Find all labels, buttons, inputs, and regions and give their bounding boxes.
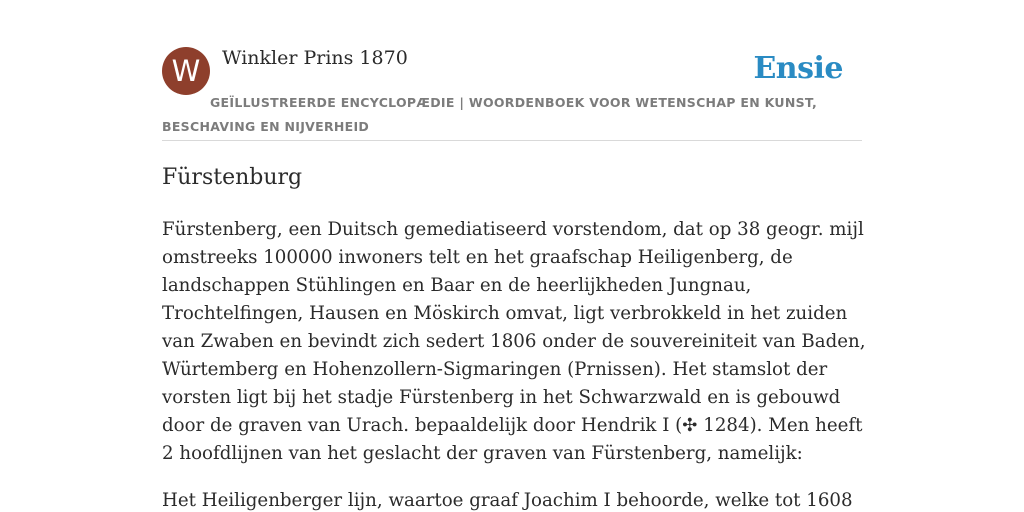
article-paragraph: Fürstenberg, een Duitsch gemediatiseerd vorstendom, dat op 38 geogr. mijl omstreeks 100000 inwoners telt en het graafschap Heiligenberg, de landschappen Stühlingen en Baar en de heerlijkheden Jungnau, Trochtelfingen, Hausen en Möskirch omvat, ligt verbrokkeld in het zuiden van Zwaben en bevindt zich sedert 1806 onder de souvereiniteit van Baden, Würtemberg en Hohenzollern-Sigmaringen (Prnissen). Het stamslot der vorsten ligt bij het stadje Fürstenberg in het Schwarzwald en is gebouwd door de graven van Urach. bepaaldelijk door Hendrik I (✣ 1284). Men heeft 2 hoofdlijnen van het geslacht der graven van Fürstenberg, namelijk: [162, 219, 866, 464]
site-subtitle: GEÏLLUSTREERDE ENCYCLOPÆDIE | WOORDENBOEK VOOR WETENSCHAP EN KUNST, BESCHAVING EN NIJVERHEID [162, 95, 818, 134]
article-paragraph: Het Heiligenberger lijn, waartoe graaf Joachim I behoorde, welke tot 1608 [162, 490, 853, 511]
article-body [162, 216, 868, 512]
site-title[interactable]: Winkler Prins 1870 [222, 47, 408, 69]
ensie-logo[interactable]: Ensie [753, 51, 843, 86]
site-header [162, 46, 862, 141]
page-title: Fürstenburg [162, 165, 303, 190]
site-avatar[interactable]: W [162, 47, 210, 95]
